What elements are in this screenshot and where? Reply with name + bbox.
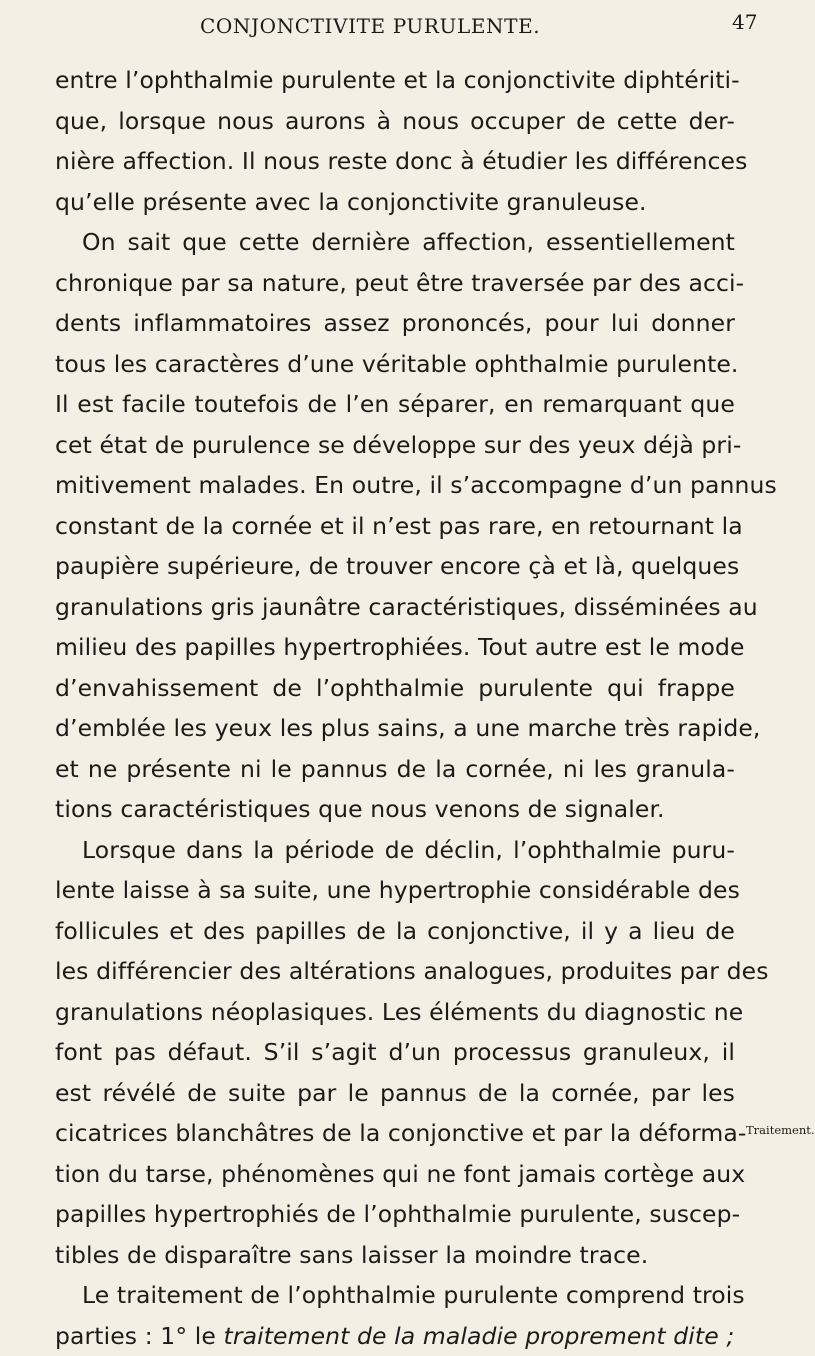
text-line: tions caractéristiques que nous venons de signaler. bbox=[55, 789, 735, 830]
text-line: tibles de disparaître sans laisser la moindre trace. bbox=[55, 1235, 735, 1276]
text-line: chronique par sa nature, peut être traversée par des acci- bbox=[55, 263, 735, 304]
text-line: On sait que cette dernière affection, essentiellement bbox=[55, 222, 735, 263]
text-line: est révélé de suite par le pannus de la cornée, par les bbox=[55, 1073, 735, 1114]
final-line-lead: parties : 1° le bbox=[55, 1322, 224, 1350]
text-line: papilles hypertrophiés de l’ophthalmie purulente, suscep- bbox=[55, 1194, 735, 1235]
text-line: constant de la cornée et il n’est pas rare, en retournant la bbox=[55, 506, 735, 547]
text-line-final bbox=[55, 1316, 735, 1356]
text-line: milieu des papilles hypertrophiées. Tout autre est le mode bbox=[55, 627, 735, 668]
text-line: mitivement malades. En outre, il s’accompagne d’un pannus bbox=[55, 465, 735, 506]
text-line: dents inflammatoires assez prononcés, pour lui donner bbox=[55, 303, 735, 344]
text-line: tion du tarse, phénomènes qui ne font jamais cortège aux bbox=[55, 1154, 735, 1195]
text-line: que, lorsque nous aurons à nous occuper de cette der- bbox=[55, 101, 735, 142]
running-title: CONJONCTIVITE PURULENTE. bbox=[200, 14, 540, 38]
final-line-italic: traitement de la maladie proprement dite ; bbox=[224, 1322, 735, 1350]
text-line: cet état de purulence se développe sur des yeux déjà pri- bbox=[55, 425, 735, 466]
text-line: d’emblée les yeux les plus sains, a une marche très rapide, bbox=[55, 708, 735, 749]
text-line: nière affection. Il nous reste donc à étudier les différences bbox=[55, 141, 735, 182]
text-line: Lorsque dans la période de déclin, l’ophthalmie puru- bbox=[55, 830, 735, 871]
text-line: qu’elle présente avec la conjonctivite granuleuse. bbox=[55, 182, 735, 223]
text-line: granulations gris jaunâtre caractéristiques, disséminées au bbox=[55, 587, 735, 628]
text-line: d’envahissement de l’ophthalmie purulente qui frappe bbox=[55, 668, 735, 709]
text-line: Il est facile toutefois de l’en séparer, en remarquant que bbox=[55, 384, 735, 425]
text-line: tous les caractères d’une véritable ophthalmie purulente. bbox=[55, 344, 735, 385]
margin-note: Traitement. bbox=[746, 1123, 815, 1137]
text-line: font pas défaut. S’il s’agit d’un processus granuleux, il bbox=[55, 1032, 735, 1073]
text-line: follicules et des papilles de la conjonctive, il y a lieu de bbox=[55, 911, 735, 952]
text-line: granulations néoplasiques. Les éléments du diagnostic ne bbox=[55, 992, 735, 1033]
text-line: lente laisse à sa suite, une hypertrophie considérable des bbox=[55, 870, 735, 911]
text-line: les différencier des altérations analogues, produites par des bbox=[55, 951, 735, 992]
text-line: cicatrices blanchâtres de la conjonctive et par la déforma- bbox=[55, 1113, 735, 1154]
text-line: Le traitement de l’ophthalmie purulente comprend trois bbox=[55, 1275, 735, 1316]
text-line: entre l’ophthalmie purulente et la conjonctivite diphtériti- bbox=[55, 60, 735, 101]
text-line: et ne présente ni le pannus de la cornée, ni les granula- bbox=[55, 749, 735, 790]
text-line: paupière supérieure, de trouver encore çà et là, quelques bbox=[55, 546, 735, 587]
body-text bbox=[55, 60, 735, 1356]
page-number: 47 bbox=[732, 10, 757, 34]
